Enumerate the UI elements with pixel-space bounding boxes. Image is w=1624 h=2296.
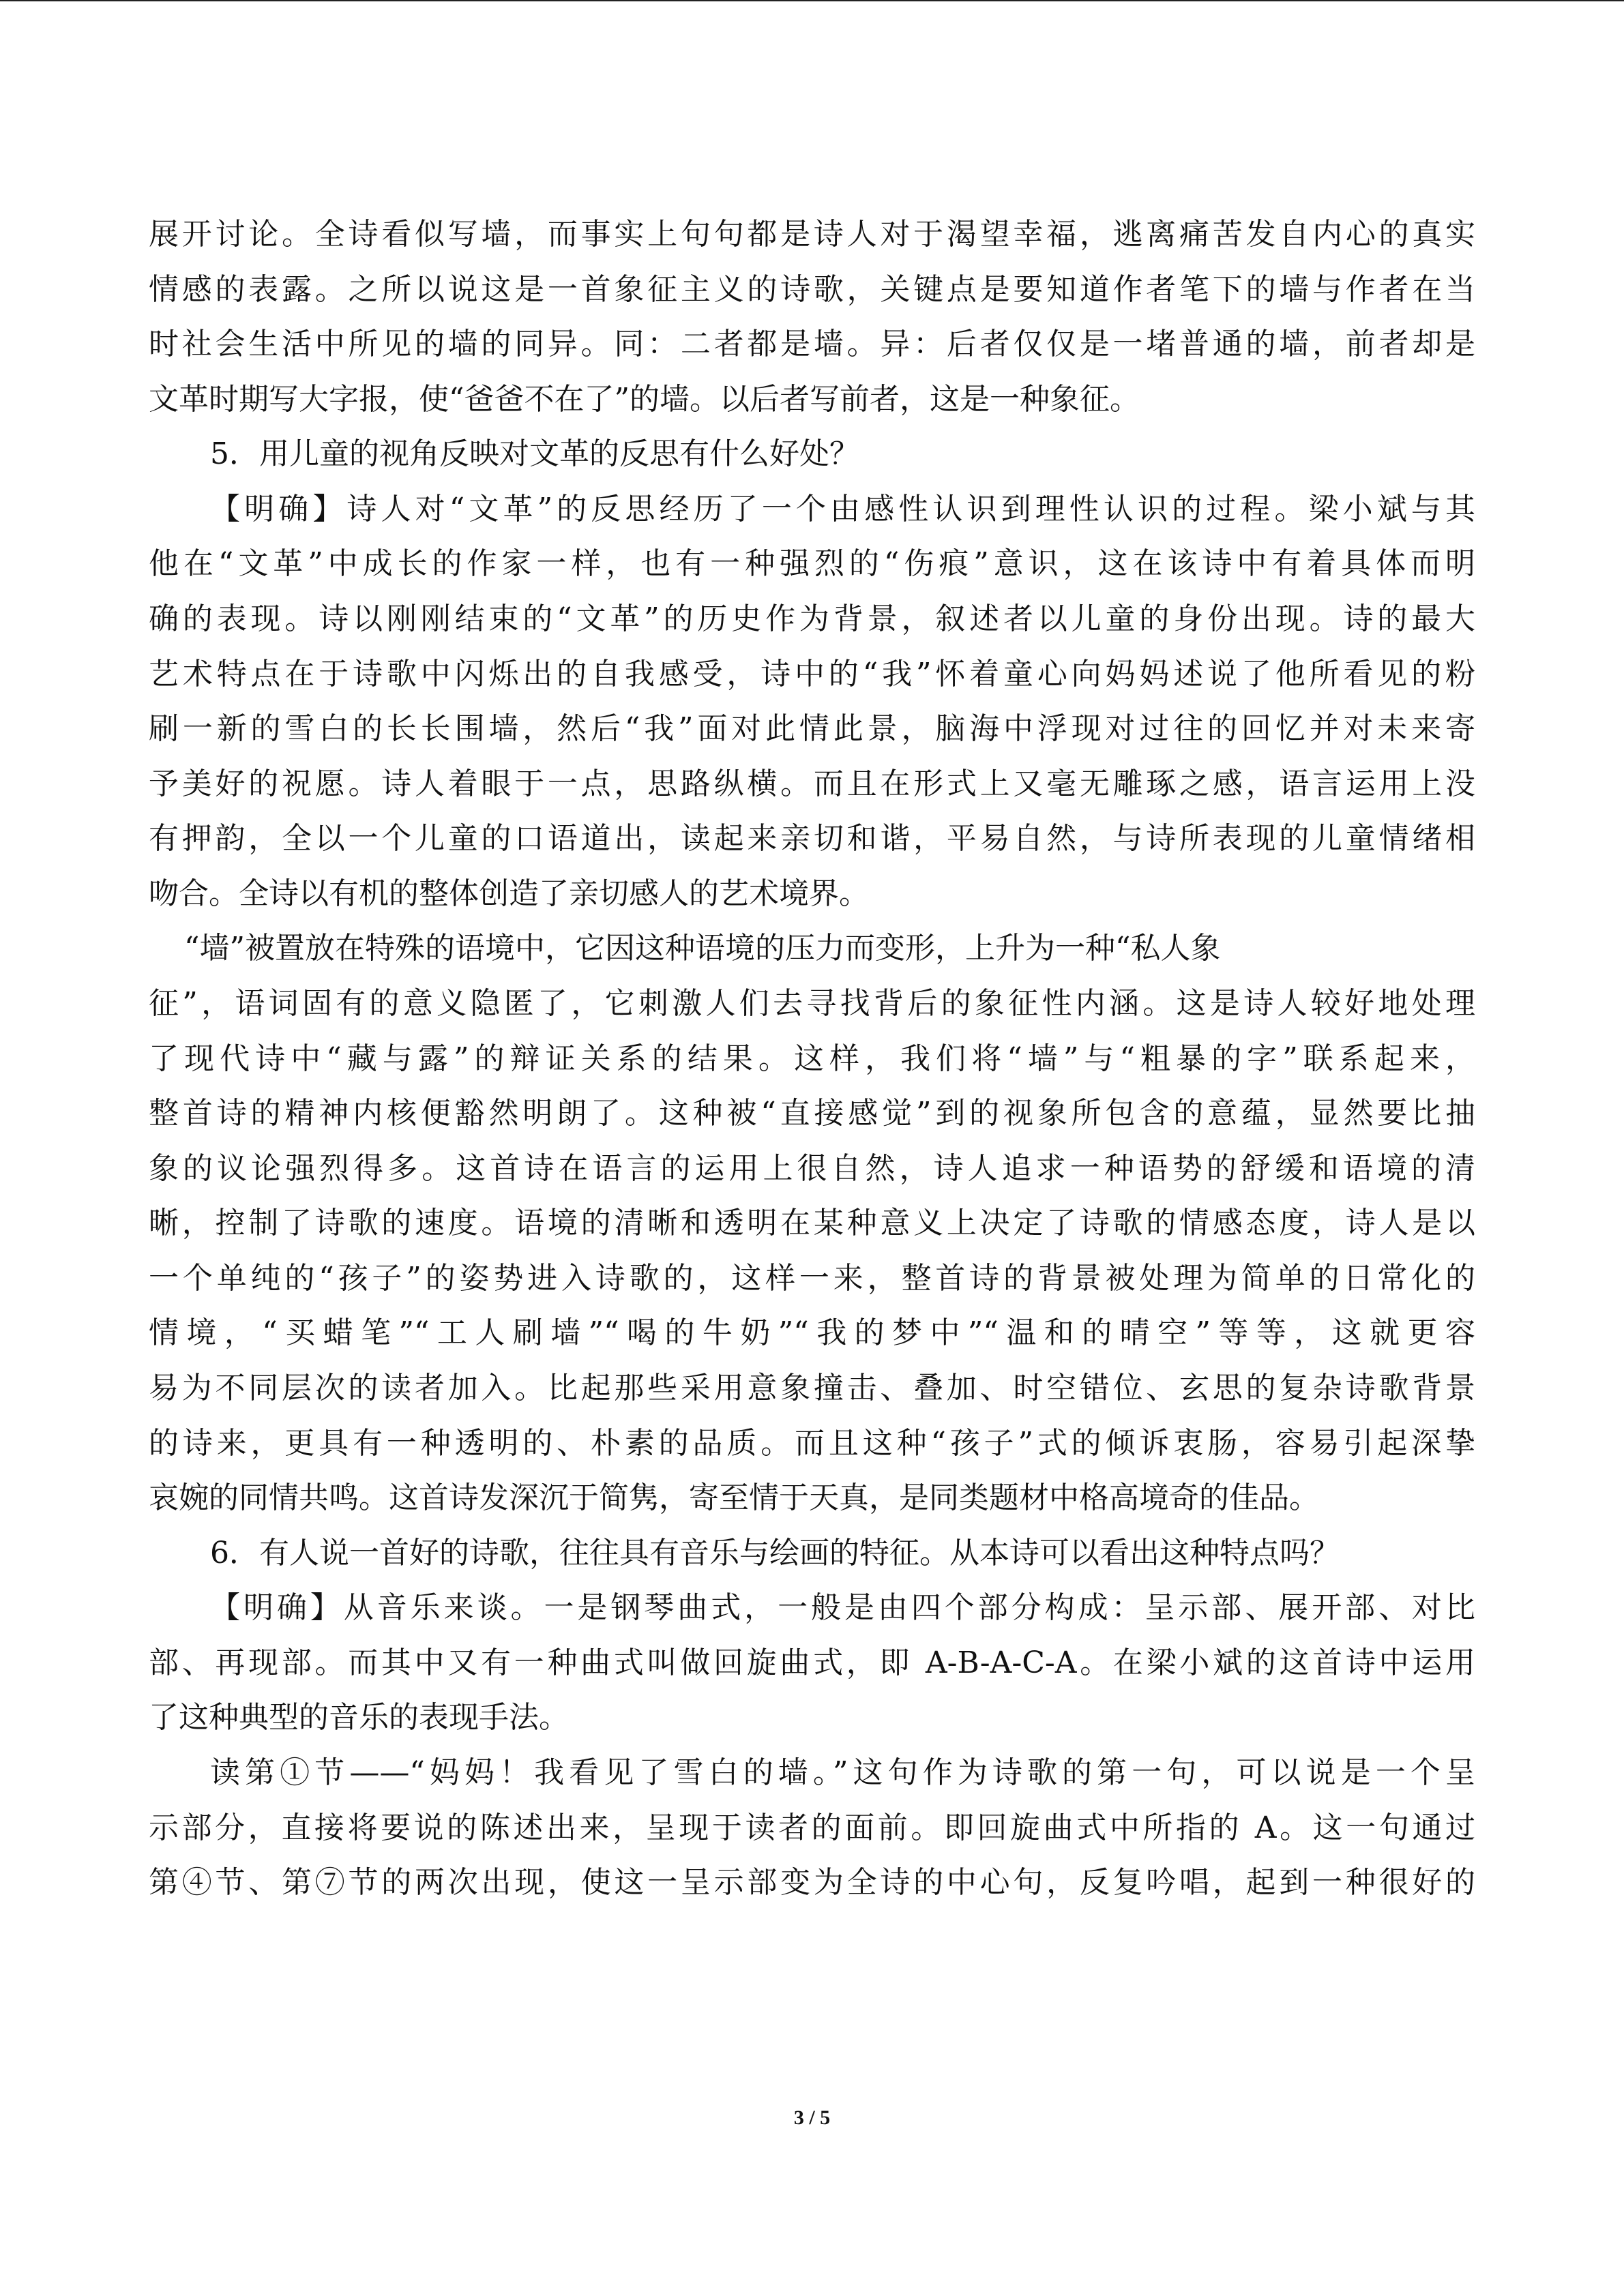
body-line: 艺术特点在于诗歌中闪烁出的自我感受，诗中的“我”怀着童心向妈妈述说了他所看见的粉 <box>149 657 1475 691</box>
page-number: 3 / 5 <box>793 2106 831 2129</box>
body-line: 了这种典型的音乐的表现手法。 <box>149 1700 569 1735</box>
question-6: 6．有人说一首好的诗歌，往往具有音乐与绘画的特征。从本诗可以看出这种特点吗？ <box>210 1536 1340 1570</box>
body-line: 征”，语词固有的意义隐匿了，它刺激人们去寻找背后的象征性内涵。这是诗人较好地处理 <box>149 986 1475 1021</box>
body-line: 一个单纯的“孩子”的姿势进入诗歌的，这样一来，整首诗的背景被处理为简单的日常化的 <box>149 1261 1475 1296</box>
paragraph-start: “墙”被置放在特殊的语境中，它因这种语境的压力而变形，上升为一种“私人象 <box>184 931 1221 966</box>
body-line: 刷一新的雪白的长长围墙，然后“我”面对此情此景，脑海中浮现对过往的回忆并对未来寄 <box>149 711 1475 746</box>
body-line: 部、再现部。而其中又有一种曲式叫做回旋曲式，即 A-B-A-C-A。在梁小斌的这首诗中运用 <box>149 1645 1475 1680</box>
body-line: 第④节、第⑦节的两次出现，使这一呈示部变为全诗的中心句，反复吟唱，起到一种很好的 <box>149 1865 1475 1900</box>
body-line: 整首诗的精神内核便豁然明朗了。这种被“直接感觉”到的视象所包含的意蕴，显然要比抽 <box>149 1096 1475 1131</box>
body-line: 吻合。全诗以有机的整体创造了亲切感人的艺术境界。 <box>149 876 869 911</box>
body-line: 易为不同层次的读者加入。比起那些采用意象撞击、叠加、时空错位、玄思的复杂诗歌背景 <box>149 1371 1475 1405</box>
body-line: 的诗来，更具有一种透明的、朴素的品质。而且这种“孩子”式的倾诉衷肠，容易引起深挚 <box>149 1426 1475 1461</box>
body-line: 展开讨论。全诗看似写墙，而事实上句句都是诗人对于渴望幸福，逃离痛苦发自内心的真实 <box>149 217 1475 252</box>
body-line: 象的议论强烈得多。这首诗在语言的运用上很自然，诗人追求一种语势的舒缓和语境的清 <box>149 1151 1475 1186</box>
answer-line: 【明确】从音乐来谈。一是钢琴曲式，一般是由四个部分构成：呈示部、展开部、对比 <box>210 1590 1475 1625</box>
body-line: 情感的表露。之所以说这是一首象征主义的诗歌，关键点是要知道作者笔下的墙与作者在当 <box>149 272 1475 307</box>
body-line: 确的表现。诗以刚刚结束的“文革”的历史作为背景，叙述者以儿童的身份出现。诗的最大 <box>149 601 1475 636</box>
body-line: 文革时期写大字报，使“爸爸不在了”的墙。以后者写前者，这是一种象征。 <box>149 382 1140 417</box>
paragraph-start: 读第①节——“妈妈！我看见了雪白的墙。”这句作为诗歌的第一句，可以说是一个呈 <box>210 1755 1475 1790</box>
body-line: 情境，“买蜡笔”“工人刷墙”“喝的牛奶”“我的梦中”“温和的晴空”等等，这就更容 <box>149 1315 1475 1350</box>
body-line: 予美好的祝愿。诗人着眼于一点，思路纵横。而且在形式上又毫无雕琢之感，语言运用上没 <box>149 766 1475 801</box>
body-line: 时社会生活中所见的墙的同异。同：二者都是墙。异：后者仅仅是一堵普通的墙，前者却是 <box>149 327 1475 361</box>
body-line: 哀婉的同情共鸣。这首诗发深沉于简隽，寄至情于天真，是同类题材中格高境奇的佳品。 <box>149 1480 1319 1515</box>
body-line: 示部分，直接将要说的陈述出来，呈现于读者的面前。即回旋曲式中所指的 A。这一句通过 <box>149 1810 1475 1845</box>
answer-line: 【明确】诗人对“文革”的反思经历了一个由感性认识到理性认识的过程。梁小斌与其 <box>210 492 1475 526</box>
body-line: 了现代诗中“藏与露”的辩证关系的结果。这样，我们将“墙”与“粗暴的字”联系起来， <box>149 1041 1475 1076</box>
body-line: 他在“文革”中成长的作家一样，也有一种强烈的“伤痕”意识，这在该诗中有着具体而明 <box>149 546 1475 581</box>
body-line: 有押韵，全以一个儿童的口语道出，读起来亲切和谐，平易自然，与诗所表现的儿童情绪相 <box>149 821 1475 856</box>
question-5: 5．用儿童的视角反映对文革的反思有什么好处？ <box>210 436 859 471</box>
body-line: 晰，控制了诗歌的速度。语境的清晰和透明在某种意义上决定了诗歌的情感态度，诗人是以 <box>149 1206 1475 1240</box>
